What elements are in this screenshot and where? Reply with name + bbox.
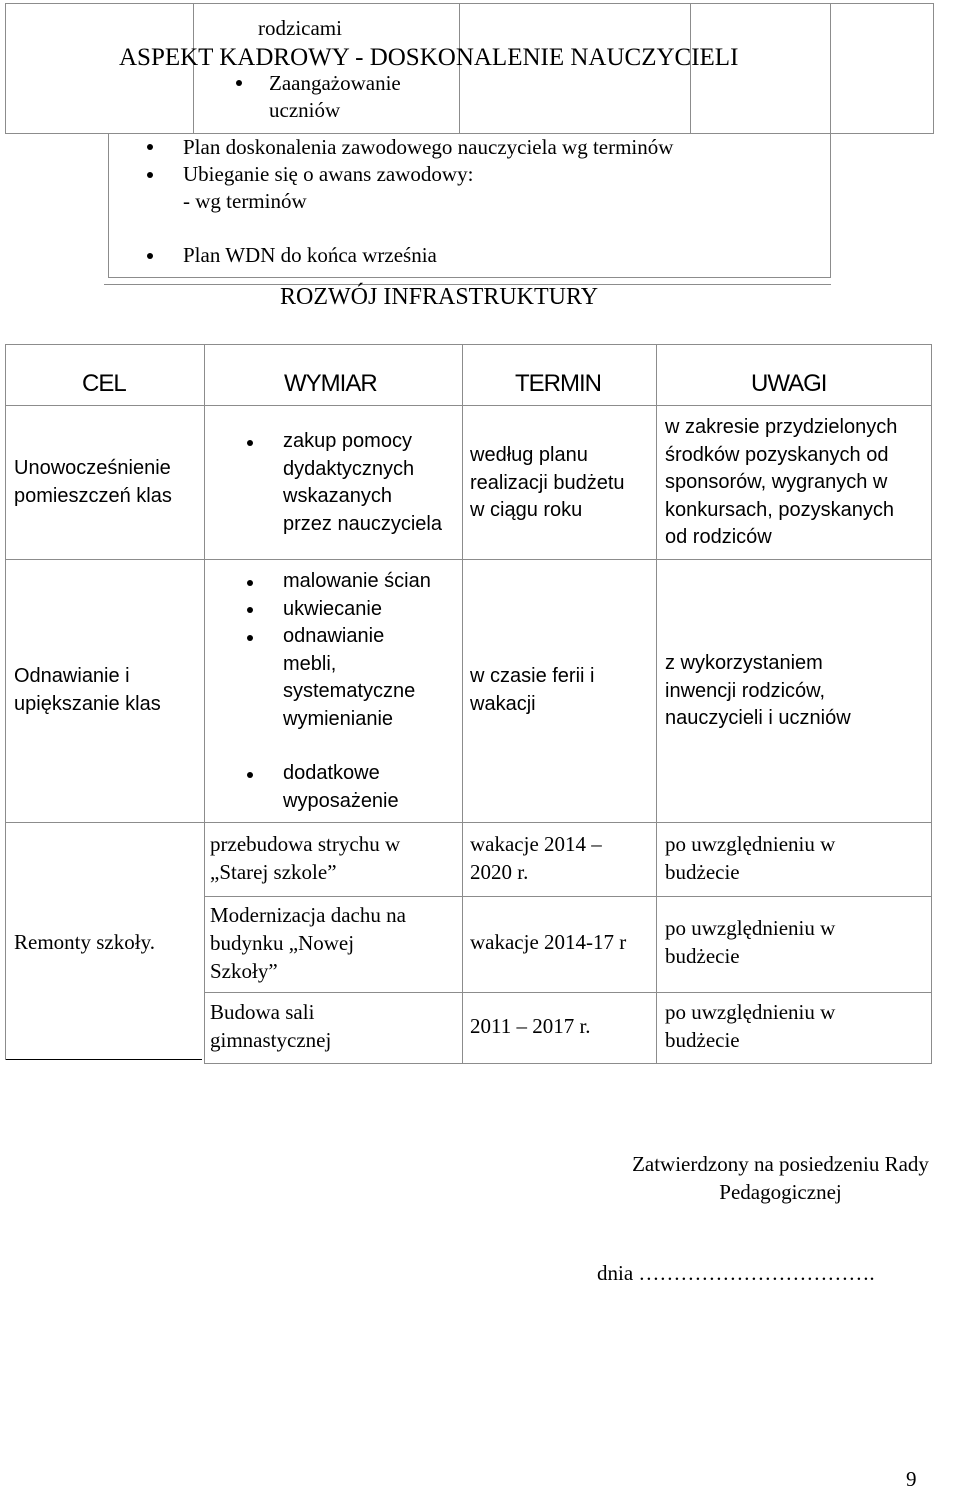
- cell-line: Budowa sali: [210, 1000, 315, 1024]
- cell-line: ukwiecanie: [283, 597, 382, 620]
- cell-line: środków pozyskanych od: [665, 443, 889, 466]
- row3c-wymiar: [210, 998, 331, 1054]
- cell-line: gimnastycznej: [210, 1028, 332, 1052]
- row2-termin: [470, 663, 594, 718]
- bullet-icon: [247, 772, 253, 778]
- cell-line: konkursach, pozyskanych: [665, 498, 895, 521]
- plan-doskonalenia-item: Plan doskonalenia zawodowego nauczyciela wg terminów: [183, 135, 674, 159]
- cell-line: z wykorzystaniem: [665, 652, 823, 674]
- page-number: 9: [906, 1467, 917, 1491]
- bullet-icon: [247, 635, 253, 641]
- cell-line: dydaktycznych: [283, 457, 415, 480]
- bullet-icon: [147, 144, 153, 150]
- cell-line: pomieszczeń klas: [14, 484, 172, 507]
- cell-line: 2020 r.: [470, 860, 529, 884]
- row3c-uwagi: [665, 998, 835, 1054]
- approval-line: Zatwierdzony na posiedzeniu Rady: [632, 1152, 929, 1176]
- cell-line: mebli,: [283, 652, 337, 675]
- awans-item: Ubieganie się o awans zawodowy:: [183, 162, 474, 186]
- cell-line: przebudowa strychu w: [210, 832, 401, 856]
- row3b-wymiar: [210, 901, 406, 985]
- bullet-icon: [147, 172, 153, 178]
- approval-line: Pedagogicznej: [719, 1180, 842, 1204]
- cell-line: „Starej szkole”: [210, 860, 337, 884]
- aspect-heading: ASPEKT KADROWY - DOSKONALENIE NAUCZYCIELI: [119, 44, 739, 71]
- row2-cel: [14, 663, 161, 718]
- cell-line: po uwzględnieniu w: [665, 1000, 836, 1024]
- approval-text: [608, 1150, 953, 1206]
- cell-line: Odnawianie i: [14, 665, 130, 687]
- cell-line: systematyczne: [283, 680, 416, 702]
- dnia-field: dnia …………………………….: [597, 1261, 875, 1285]
- cell-line: po uwzględnieniu w: [665, 916, 836, 940]
- cell-line: budżecie: [665, 944, 740, 968]
- zaangazowanie-line2: uczniów: [269, 98, 341, 122]
- row3b-uwagi: [665, 914, 835, 970]
- cell-line: po uwzględnieniu w: [665, 832, 836, 856]
- cell-line: wakacje 2014 –: [470, 832, 602, 856]
- bullet-icon: [236, 80, 242, 86]
- cell-line: wymienianie: [283, 707, 394, 730]
- rodzicami-text: rodzicami: [258, 16, 342, 40]
- section-title: ROZWÓJ INFRASTRUKTURY: [280, 284, 599, 310]
- row1-wymiar: [283, 428, 442, 538]
- bullet-icon: [247, 607, 253, 613]
- header-cel: CEL: [82, 370, 126, 397]
- wdn-item: Plan WDN do końca września: [183, 243, 437, 267]
- row3b-termin: wakacje 2014-17 r: [470, 930, 627, 954]
- row2-wymiar-extra: [283, 760, 399, 815]
- row2-wymiar-bullets: [283, 568, 431, 733]
- cell-line: malowanie ścian: [283, 570, 431, 592]
- cell-line: budżecie: [665, 860, 740, 884]
- cell-line: nauczycieli i uczniów: [665, 707, 851, 729]
- cell-line: według planu: [470, 444, 588, 466]
- cell-line: wakacji: [470, 692, 536, 715]
- cell-line: Szkoły”: [210, 959, 278, 983]
- cell-line: wskazanych: [283, 485, 392, 507]
- cell-line: w ciągu roku: [470, 499, 583, 521]
- bullet-icon: [247, 580, 253, 586]
- cell-line: sponsorów, wygranych w: [665, 471, 888, 493]
- cell-line: w czasie ferii i: [470, 665, 595, 687]
- row1-uwagi: [665, 414, 897, 552]
- cell-line: odnawianie: [283, 625, 385, 647]
- cell-line: wyposażenie: [283, 789, 399, 812]
- row1-cel: [14, 455, 172, 510]
- bullet-icon: [147, 253, 153, 259]
- cell-line: budynku „Nowej: [210, 931, 355, 955]
- cell-line: upiększanie klas: [14, 692, 161, 715]
- row3a-uwagi: [665, 830, 835, 886]
- header-wymiar: WYMIAR: [284, 370, 377, 397]
- row3a-wymiar: [210, 830, 400, 886]
- cell-line: dodatkowe: [283, 762, 380, 784]
- cell-line: budżecie: [665, 1028, 740, 1052]
- header-termin: TERMIN: [515, 370, 601, 397]
- cell-line: przez nauczyciela: [283, 512, 442, 535]
- cell-line: zakup pomocy: [283, 430, 412, 452]
- row3-cel: Remonty szkoły.: [14, 930, 155, 954]
- row2-uwagi: [665, 650, 851, 733]
- cell-line: Unowocześnienie: [14, 457, 171, 479]
- row3c-termin: 2011 – 2017 r.: [470, 1014, 591, 1038]
- row3a-termin: [470, 830, 602, 886]
- zaangazowanie-line1: Zaangażowanie: [269, 71, 401, 95]
- cell-line: inwencji rodziców,: [665, 679, 826, 702]
- row1-termin: [470, 442, 625, 525]
- header-uwagi: UWAGI: [751, 370, 827, 397]
- cell-line: realizacji budżetu: [470, 471, 625, 494]
- wg-terminow-subitem: - wg terminów: [183, 189, 307, 213]
- cell-line: Modernizacja dachu na: [210, 903, 406, 927]
- cell-line: w zakresie przydzielonych: [665, 416, 898, 438]
- cell-line: od rodziców: [665, 526, 772, 548]
- bullet-icon: [247, 440, 253, 446]
